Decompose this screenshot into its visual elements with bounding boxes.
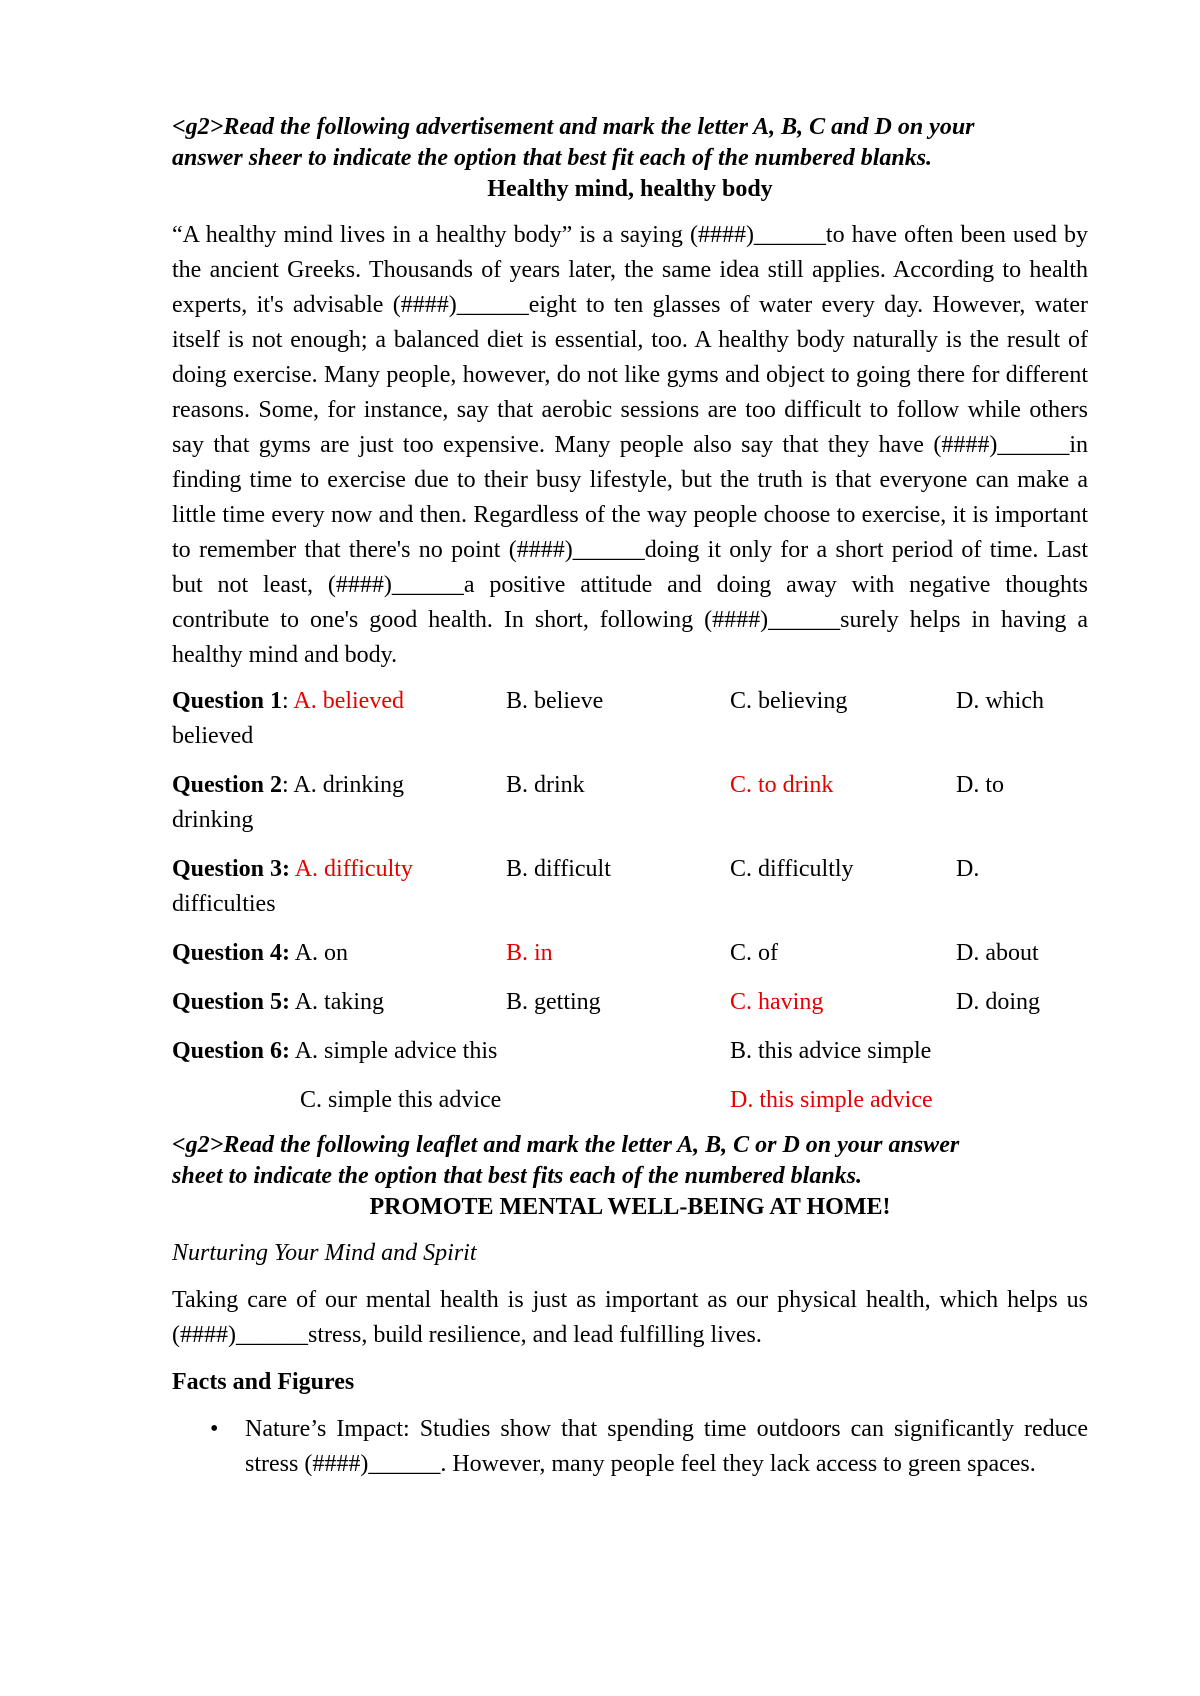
- section1-passage: “A healthy mind lives in a healthy body” is a saying (####)______to have often been used by the ancient Greeks. Thousands of years later, the same idea still applies. According to health experts, it's advisable (####)______eight to ten glasses of water every day. However, water itself is not enough; a balanced diet is essential, too. A healthy body naturally is the result of doing exercise. Many people, however, do not like gyms and object to going there for different reasons. Some, for instance, say that aerobic sessions are too difficult to follow while others say that gyms are just too expensive. Many people also say that they have (####)______in finding time to exercise due to their busy lifestyle, but the truth is that everyone can make a little time every now and then. Regardless of the way people choose to exercise, it is important to remember that there's no point (####)______doing it only for a short period of time. Last but not least, (####)______a positive attitude and doing away with negative thoughts contribute to one's good health. In short, following (####)______surely helps in having a healthy mind and body.: [172, 222, 1088, 668]
- question-3: [172, 852, 1088, 922]
- question-4-option-b: B. in: [506, 940, 553, 966]
- section2-intro: Taking care of our mental health is just as important as our physical health, which helps us (####)______stress, build resilience, and lead fulfilling lives.: [172, 1287, 1088, 1348]
- section1-title: Healthy mind, healthy body: [487, 176, 773, 202]
- question-3-label: Question 3:: [172, 856, 291, 882]
- question-6-option-b: B. this advice simple: [730, 1038, 932, 1064]
- section2-subtitle: Nurturing Your Mind and Spirit: [172, 1240, 477, 1266]
- fact-natures-impact: Nature’s Impact: Studies show that spending time outdoors can significantly reduce stress (####)______. However, many people feel they lack access to green spaces.: [245, 1416, 1088, 1477]
- question-6-option-c: C. simple this advice: [300, 1087, 502, 1113]
- bullet-icon: •: [210, 1416, 219, 1442]
- section1-instruction-line1: <g2>Read the following advertisement and mark the letter A, B, C and D on your: [172, 114, 975, 140]
- question-5: [172, 985, 1088, 1020]
- question-5-option-a: A. taking: [294, 989, 385, 1015]
- document-content: [172, 112, 1088, 1482]
- question-6-option-a: A. simple advice this: [294, 1038, 498, 1064]
- section2-instruction-line2: sheet to indicate the option that best fits each of the numbered blanks.: [172, 1163, 863, 1189]
- question-2-label: Question 2: [172, 772, 283, 798]
- section2-title: PROMOTE MENTAL WELL-BEING AT HOME!: [369, 1194, 891, 1220]
- question-2-option-d-continued: drinking: [172, 807, 254, 833]
- question-6-second-row: [172, 1083, 1088, 1118]
- question-3-option-d: D.: [956, 856, 980, 882]
- question-1-option-a: A. believed: [293, 688, 404, 714]
- question-2-separator: :: [282, 772, 294, 798]
- question-5-label: Question 5:: [172, 989, 291, 1015]
- question-5-option-b: B. getting: [506, 989, 601, 1015]
- question-6-option-d: D. this simple advice: [730, 1087, 933, 1113]
- question-6-label: Question 6:: [172, 1038, 291, 1064]
- question-1-label: Question 1: [172, 688, 283, 714]
- question-1-option-d-continued: believed: [172, 723, 254, 749]
- question-2: [172, 768, 1088, 838]
- section2-instruction: [172, 1130, 1088, 1192]
- question-2-option-a: A. drinking: [293, 772, 405, 798]
- section1-instruction: [172, 112, 1088, 174]
- question-3-option-b: B. difficult: [506, 856, 611, 882]
- facts-heading: Facts and Figures: [172, 1369, 355, 1395]
- list-item: [172, 1412, 1088, 1482]
- question-5-option-c: C. having: [730, 989, 824, 1015]
- question-3-option-a: A. difficulty: [294, 856, 413, 882]
- question-1-option-c: C. believing: [730, 688, 848, 714]
- question-2-option-c: C. to drink: [730, 772, 834, 798]
- question-3-option-d-continued: difficulties: [172, 891, 276, 917]
- question-1-option-d: D. which: [956, 688, 1044, 714]
- section2-instruction-line1: <g2>Read the following leaflet and mark the letter A, B, C or D on your answer: [172, 1132, 960, 1158]
- question-4-label: Question 4:: [172, 940, 291, 966]
- question-6: [172, 1034, 1088, 1069]
- question-1-separator: :: [282, 688, 294, 714]
- question-4-option-c: C. of: [730, 940, 778, 966]
- question-2-option-d: D. to: [956, 772, 1004, 798]
- question-1-option-b: B. believe: [506, 688, 604, 714]
- question-4-option-a: A. on: [294, 940, 349, 966]
- section1-instruction-line2: answer sheer to indicate the option that best fit each of the numbered blanks.: [172, 145, 933, 171]
- question-4-option-d: D. about: [956, 940, 1039, 966]
- question-3-option-c: C. difficultly: [730, 856, 854, 882]
- question-1: [172, 684, 1088, 754]
- facts-list: [172, 1412, 1088, 1482]
- question-5-option-d: D. doing: [956, 989, 1040, 1015]
- question-2-option-b: B. drink: [506, 772, 585, 798]
- question-4: [172, 936, 1088, 971]
